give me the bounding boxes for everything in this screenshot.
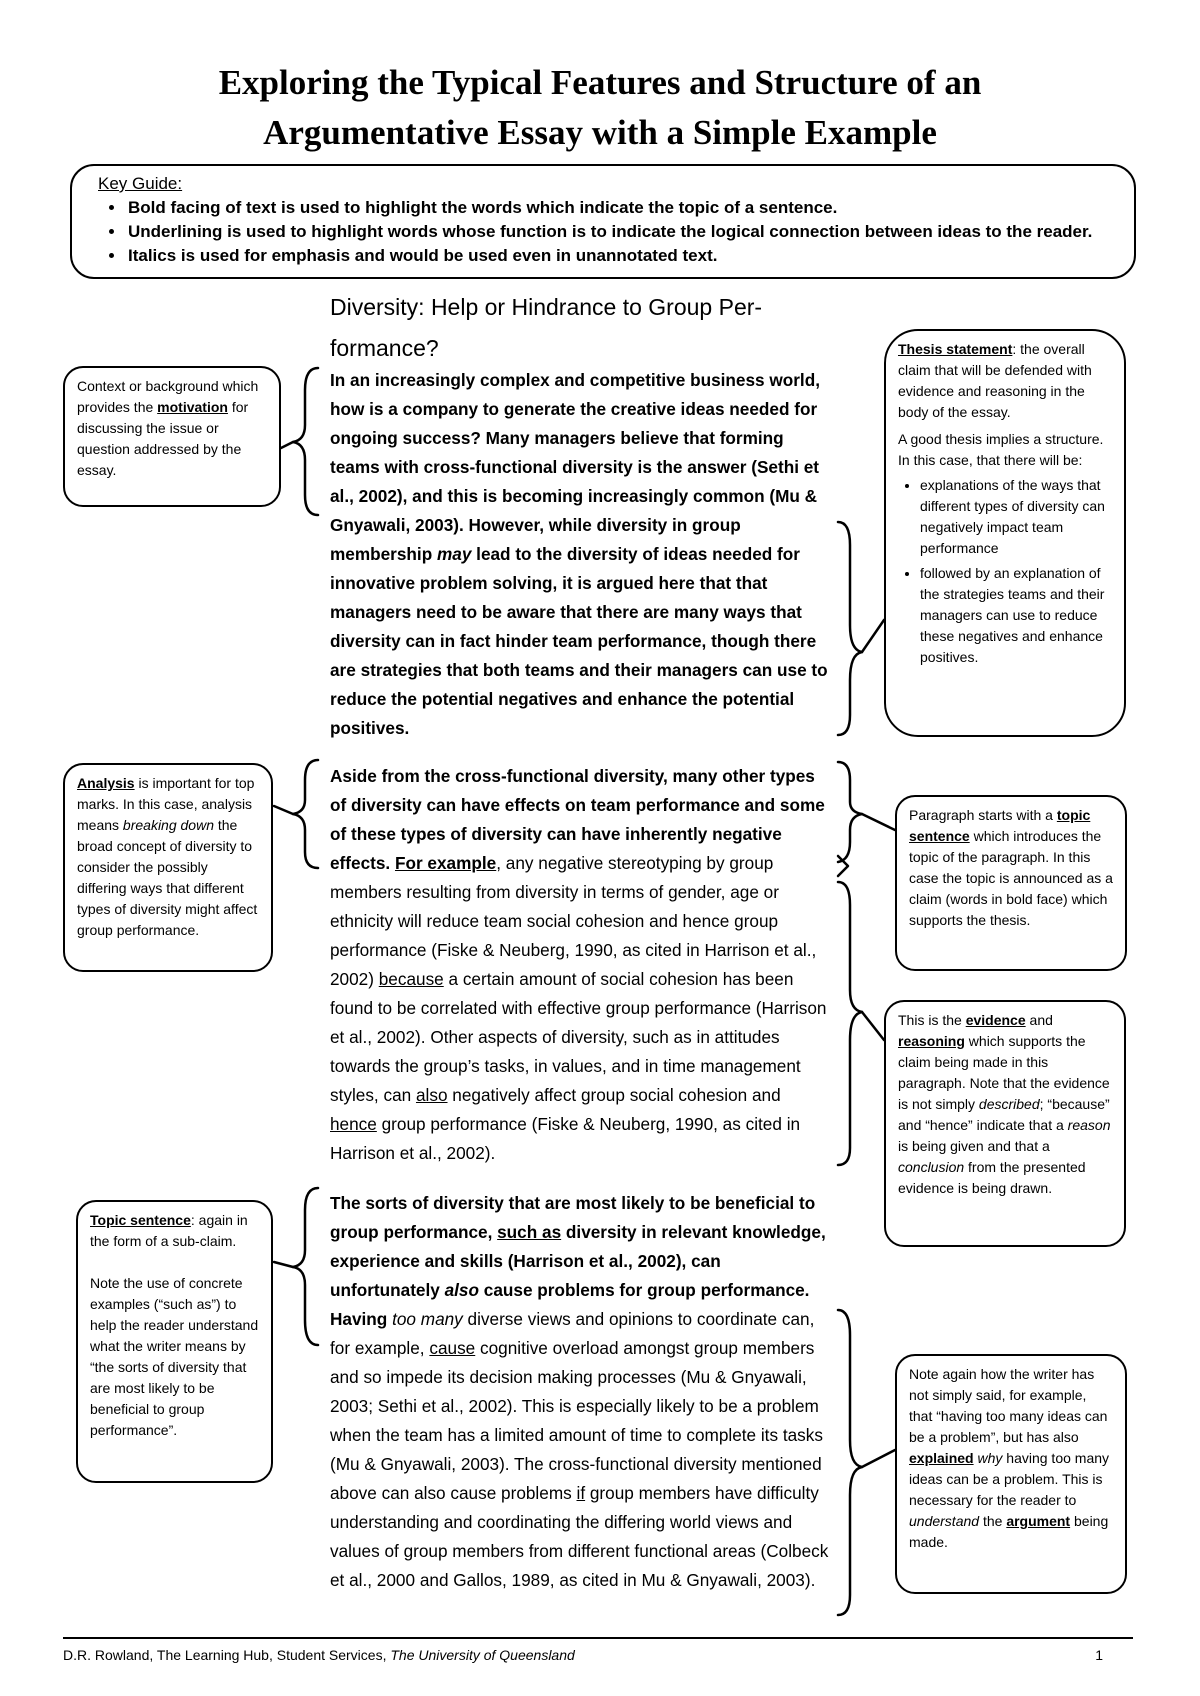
connector-thesis bbox=[862, 620, 884, 652]
note-underline: motivation bbox=[157, 399, 228, 415]
connective-text: hence bbox=[330, 1114, 377, 1134]
note-underline: Topic sentence bbox=[90, 1212, 191, 1228]
note-text: A good thesis implies a structure. In this case, that there will be: bbox=[898, 431, 1104, 468]
key-guide-item: • Italics is used for emphasis and would be used even in unannotated text. bbox=[126, 244, 1108, 268]
text-run: The sorts of diversity that are most likely to be beneficial to group performance, bbox=[330, 1193, 816, 1242]
brace-right-topic1 bbox=[838, 762, 862, 862]
note-emphasis: conclusion bbox=[898, 1159, 965, 1175]
emphasis-text: too many bbox=[392, 1309, 463, 1329]
connector-analysis bbox=[274, 806, 293, 814]
note-bullet: • explanations of the ways that different types of diversity can negatively impact team performance bbox=[920, 475, 1112, 559]
title-line-1: Exploring the Typical Features and Structure of an bbox=[218, 63, 982, 102]
note-text: and bbox=[1025, 1012, 1053, 1028]
note-emphasis: understand bbox=[909, 1513, 980, 1529]
key-guide-heading: Key Guide: bbox=[98, 174, 183, 193]
connector-topic2 bbox=[274, 1262, 293, 1267]
note-underline: evidence bbox=[965, 1012, 1026, 1028]
note-text: the bbox=[979, 1513, 1007, 1529]
note-text: being made. bbox=[909, 1513, 1109, 1550]
footer-text: D.R. Rowland, The Learning Hub, Student Services, bbox=[63, 1647, 391, 1663]
connective-text: such as bbox=[497, 1222, 562, 1242]
text-run: group members have difficulty understanding and coordinating the differing world views and values of group members from different functional areas (Colbeck et al., 2000 and Gallos, 1989, as cited in Mu & Gnyawali, 2003). bbox=[330, 1483, 829, 1590]
note-text: Note the use of concrete examples (“such as”) to help the reader understand what the writer means by “the sorts of diversity that are most likely to be beneficial to group performance”. bbox=[90, 1275, 259, 1438]
note-text: Context or background which provides the bbox=[77, 378, 259, 415]
connective-text: cause bbox=[429, 1338, 476, 1358]
key-guide-item: • Underlining is used to highlight words whose function is to indicate the logical connection between ideas to the reader. bbox=[126, 220, 1108, 244]
text-run: negatively affect group social cohesion and bbox=[447, 1085, 781, 1105]
note-emphasis: breaking down bbox=[122, 817, 214, 833]
essay-title-line-2: formance? bbox=[330, 335, 439, 361]
note-emphasis: why bbox=[977, 1450, 1003, 1466]
brace-left-body2 bbox=[293, 1188, 318, 1345]
note-text: is being given and that a bbox=[898, 1138, 1050, 1154]
key-guide-item: • Bold facing of text is used to highlight the words which indicate the topic of a sentence. bbox=[126, 196, 1108, 220]
note-emphasis: described bbox=[978, 1096, 1040, 1112]
note-text: the broad concept of diversity to consider the possibly differing ways that different types of diversity might affect group performance. bbox=[77, 817, 258, 938]
note-text: having too many ideas can be a problem. This is necessary for the reader to bbox=[909, 1450, 1110, 1508]
brace-left-body1 bbox=[293, 760, 318, 868]
note-emphasis: reason bbox=[1067, 1117, 1111, 1133]
note-text: Paragraph starts with a bbox=[909, 807, 1057, 823]
text-run: In an increasingly complex and competitive business world, how is a company to generate the creative ideas needed for ongoing success? Many managers believe that forming teams with cross-functional diversity is the answer (Sethi et al., 2002), and this is becoming increasingly common (Mu & Gnyawali, 2003). However, while diversity in group membership bbox=[330, 370, 820, 564]
footer-rule bbox=[63, 1637, 1133, 1639]
footer bbox=[63, 1646, 1133, 1664]
connector-context bbox=[281, 442, 293, 448]
text-run: diversity in relevant knowledge, experience and skills (Harrison et al., 2002), can unfortunately bbox=[330, 1222, 826, 1300]
note-underline: explained bbox=[909, 1450, 974, 1466]
text-run: group performance (Fiske & Neuberg, 1990, as cited in Harrison et al., 2002). bbox=[330, 1114, 801, 1163]
text-run: lead to the diversity of ideas needed for innovative problem solving, it is argued here that that managers need to be aware that there are many ways that diversity can in fact hinder team performance, though there are strategies that both teams and their managers can use to reduce the potential negatives and enhance the potential positives. bbox=[330, 544, 828, 738]
text-run: diverse views and opinions to coordinate can, for example, bbox=[330, 1309, 815, 1358]
note-text: which supports the claim being made in this paragraph. Note that the evidence is not simply bbox=[898, 1033, 1110, 1112]
note-text: This is the bbox=[898, 1012, 966, 1028]
brace-left-intro bbox=[293, 368, 318, 515]
note-underline: reasoning bbox=[898, 1033, 965, 1049]
brace-right-thesis bbox=[838, 522, 862, 735]
emphasis-text: also bbox=[444, 1280, 479, 1300]
brace-right-evidence bbox=[838, 882, 862, 1165]
connective-text: if bbox=[576, 1483, 586, 1503]
note-underline: topic sentence bbox=[909, 807, 1091, 844]
note-text: which introduces the topic of the paragraph. In this case the topic is announced as a claim (words in bold face) which supports the thesis. bbox=[909, 828, 1113, 928]
text-run: cognitive overload amongst group members and so impede its decision making processes (Mu & Gnyawali, 2003; Sethi et al., 2002). This is especially likely to be a problem when the team has a limited amount of time to complete its tasks (Mu & Gnyawali, 2003). The cross-functional diversity mentioned above can also cause problems bbox=[330, 1338, 823, 1503]
note-text: Note again how the writer has not simply said, for example, that “having too many ideas can be a problem”, but has also bbox=[909, 1366, 1108, 1445]
page-number: 1 bbox=[1095, 1647, 1103, 1663]
essay-title-line-1: Diversity: Help or Hindrance to Group Per- bbox=[330, 294, 763, 320]
connective-text: because bbox=[378, 969, 444, 989]
note-bullet: • followed by an explanation of the strategies teams and their managers can use to reduce these negatives and enhance positives. bbox=[920, 563, 1112, 668]
connective-text: also bbox=[415, 1085, 448, 1105]
emphasis-text: may bbox=[436, 544, 472, 564]
note-underline: Thesis statement bbox=[898, 341, 1013, 357]
note-text: ; “because” and “hence” indicate that a bbox=[898, 1096, 1110, 1133]
text-run: cause problems for group performance. Having bbox=[330, 1280, 810, 1329]
connector-topic1 bbox=[862, 814, 895, 830]
text-run: a certain amount of social cohesion has been found to be correlated with effective group performance (Harrison et al., 2002). Other aspects of diversity, such as in attitudes towards the group’s tasks, in values, and in time management styles, can bbox=[330, 969, 827, 1105]
title-line-2: Argumentative Essay with a Simple Example bbox=[263, 113, 937, 152]
connector-explanation bbox=[862, 1450, 895, 1467]
text-run: Aside from the cross-functional diversity, many other types of diversity can have effects on team performance and some of these types of diversity can have inherently negative effects. bbox=[330, 766, 825, 873]
note-text: from the presented evidence is being drawn. bbox=[898, 1159, 1086, 1196]
note-underline: argument bbox=[1006, 1513, 1071, 1529]
connective-text: For example bbox=[394, 853, 497, 873]
note-text: for discussing the issue or question addressed by the essay. bbox=[77, 399, 249, 478]
note-underline: Analysis bbox=[77, 775, 135, 791]
note-text: is important for top marks. In this case, analysis means bbox=[77, 775, 255, 833]
text-run: , any negative stereotyping by group members resulting from diversity in terms of gender, age or ethnicity will reduce team social cohesion and hence group performance (Fiske & Neuberg, 1990, as cited in Harrison et al., 2002) bbox=[330, 853, 817, 989]
connector-evidence bbox=[862, 1012, 884, 1040]
note-text: : again in the form of a sub-claim. bbox=[90, 1212, 248, 1249]
footer-institution: The University of Queensland bbox=[390, 1647, 575, 1663]
brace-right-explanation bbox=[838, 1310, 862, 1615]
note-text: : the overall claim that will be defended with evidence and reasoning in the body of the essay. bbox=[898, 341, 1092, 420]
